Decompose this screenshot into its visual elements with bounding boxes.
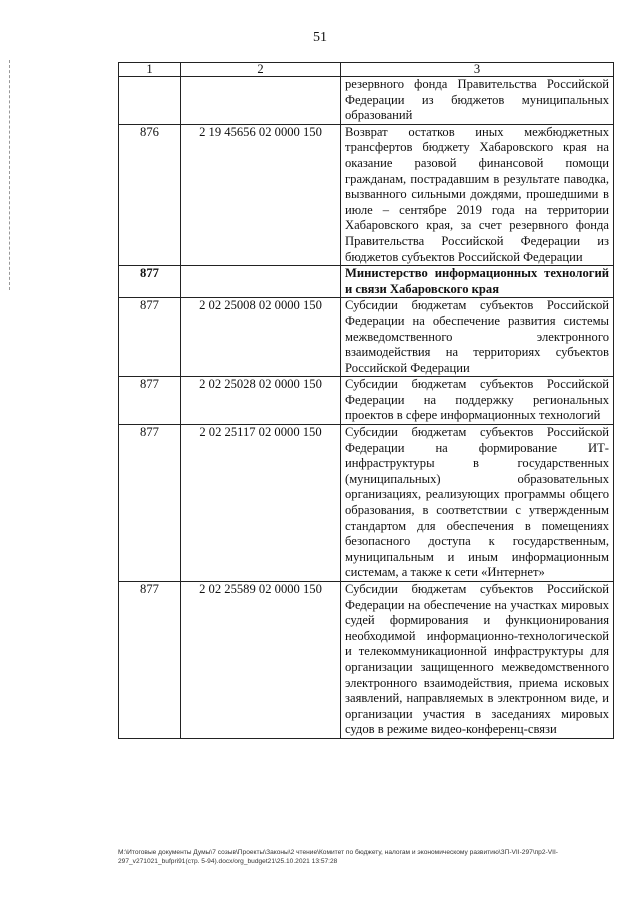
header-col-3: 3 bbox=[341, 63, 614, 77]
page-number: 51 bbox=[313, 30, 327, 45]
table-row bbox=[119, 582, 614, 739]
admin-code-cell: 877 bbox=[119, 266, 181, 298]
header-col-2: 2 bbox=[181, 63, 341, 77]
budget-code-cell: 2 02 25589 02 0000 150 bbox=[181, 582, 341, 739]
admin-code-cell bbox=[119, 77, 181, 125]
table-row bbox=[119, 377, 614, 425]
admin-code-cell: 877 bbox=[119, 425, 181, 582]
budget-code-cell bbox=[181, 266, 341, 298]
table-row-ministry bbox=[119, 266, 614, 298]
budget-code-cell: 2 19 45656 02 0000 150 bbox=[181, 124, 341, 265]
table-header-row bbox=[119, 63, 614, 77]
revenue-codes-table bbox=[118, 62, 614, 739]
header-col-1: 1 bbox=[119, 63, 181, 77]
table-row bbox=[119, 77, 614, 125]
budget-code-cell: 2 02 25008 02 0000 150 bbox=[181, 298, 341, 377]
budget-code-cell: 2 02 25028 02 0000 150 bbox=[181, 377, 341, 425]
description-cell: Субсидии бюджетам субъектов Российской Федерации на обеспечение развития системы межведомственного электронного взаимодействия на территориях субъектов Российской Федерации bbox=[341, 298, 614, 377]
admin-code-cell: 877 bbox=[119, 298, 181, 377]
admin-code-cell: 877 bbox=[119, 582, 181, 739]
description-cell: Субсидии бюджетам субъектов Российской Федерации на поддержку региональных проектов в сфере информационных технологий bbox=[341, 377, 614, 425]
table-row bbox=[119, 425, 614, 582]
admin-code-cell: 877 bbox=[119, 377, 181, 425]
description-cell: Субсидии бюджетам субъектов Российской Федерации на обеспечение на участках мировых судей формирования и функционирования необходимой информационно-технологической и телекоммуникационной инфраструктуры для организации защищенного межведомственного электронного взаимодействия, приема исковых заявлений, направляемых в электронном виде, и организации участия в заседаниях мировых судов в режиме видео-конференц-связи bbox=[341, 582, 614, 739]
budget-code-cell bbox=[181, 77, 341, 125]
description-cell: резервного фонда Правительства Российской Федерации из бюджетов муниципальных образований bbox=[341, 77, 614, 125]
budget-code-cell: 2 02 25117 02 0000 150 bbox=[181, 425, 341, 582]
table-row bbox=[119, 124, 614, 265]
table-row bbox=[119, 298, 614, 377]
ministry-name-cell: Министерство информационных технологий и связи Хабаровского края bbox=[341, 266, 614, 298]
description-cell: Возврат остатков иных межбюджетных трансфертов бюджету Хабаровского края на оказание разовой финансовой помощи гражданам, пострадавшим в результате паводка, вызванного сильными дождями, прошедшими в июле – сентябре 2019 года на территории Хабаровского края, за счет резервного фонда Правительства Российской Федерации из бюджетов субъектов Российской Федерации bbox=[341, 124, 614, 265]
admin-code-cell: 876 bbox=[119, 124, 181, 265]
description-cell: Субсидии бюджетам субъектов Российской Федерации на формирование ИТ-инфраструктуры в государственных (муниципальных) образовательных организациях, реализующих программы общего образования, в соответствии с утвержденным стандартом для обеспечения в помещениях безопасного доступа к государственным, муниципальным и иным информационным системам, а также к сети «Интернет» bbox=[341, 425, 614, 582]
document-file-path-footer: M:\Итоговые документы Думы\7 созыв\Проекты\Законы\2 чтение\Комитет по бюджету, налогам и экономическому развитию\ЗП-VII-297\пр2-VII-297_v271021_bufpri91(стр. 5-94).docx/org_budget21\25.10.2021 13:57:28 bbox=[118, 849, 558, 865]
binding-margin-line bbox=[9, 60, 10, 290]
